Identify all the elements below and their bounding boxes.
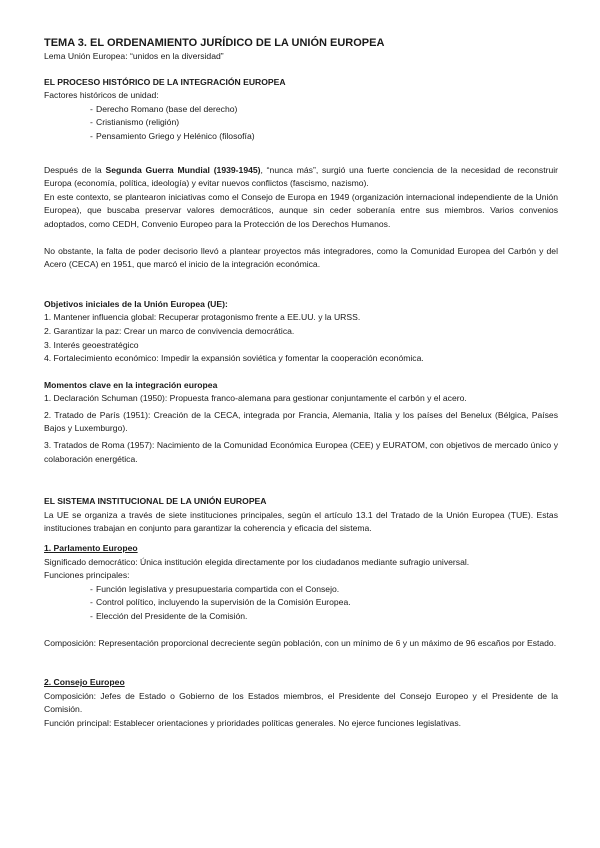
council-composition: Composición: Jefes de Estado o Gobierno de los Estados miembros, el Presidente del Consejo Europeo y el Presidente de la Comisión.: [44, 690, 558, 715]
council-heading: 2. Consejo Europeo: [44, 677, 125, 688]
objective-item: 1. Mantener influencia global: Recuperar protagonismo frente a EE.UU. y la URSS.: [44, 312, 361, 323]
paragraph-bold-text: Segunda Guerra Mundial (1939-1945): [105, 164, 261, 175]
paragraph-text: , “nunca más”, surgió una fuerte conciencia de la necesidad de reconstruir Europa (economía, política, ideología) y evitar nuevos conflictos (fascismo, nazismo).: [44, 164, 559, 189]
factors-label: Factores históricos de unidad:: [44, 90, 159, 101]
objective-item: 4. Fortalecimiento económico: Impedir la expansión soviética y fomentar la cooperación económica.: [44, 353, 424, 364]
moment-item: 1. Declaración Schuman (1950): Propuesta franco-alemana para gestionar conjuntamente el carbón y el acero.: [44, 393, 467, 404]
council-function: Función principal: Establecer orientaciones y prioridades políticas generales. No ejerce funciones legislativas.: [44, 717, 462, 728]
factors-list: [44, 103, 558, 144]
parliament-composition: Composición: Representación proporcional decreciente según población, con un mínimo de 6 y un máximo de 96 escaños por Estado.: [44, 637, 557, 648]
moment-item: 2. Tratado de París (1951): Creación de la CECA, integrada por Francia, Alemania, Italia y los países del Benelux (Bélgica, Países Bajos y Luxemburgo).: [44, 409, 558, 434]
section-heading-institutions: EL SISTEMA INSTITUCIONAL DE LA UNIÓN EUROPEA: [44, 496, 267, 507]
institutions-intro: La UE se organiza a través de siete instituciones principales, según el artículo 13.1 del Tratado de la Unión Europea (TUE). Estas instituciones trabajan en conjunto para garantizar la coherencia y eficacia del sistema.: [44, 509, 558, 534]
objective-item: 2. Garantizar la paz: Crear un marco de convivencia democrática.: [44, 325, 295, 336]
motto-line: Lema Unión Europea: “unidos en la diversidad”: [44, 51, 224, 61]
list-item: - Derecho Romano (base del derecho): [44, 103, 558, 117]
objective-item: 3. Interés geoestratégico: [44, 339, 139, 350]
paragraph-council-of-europe: En este contexto, se plantearon iniciativas como el Consejo de Europa en 1949 (organización internacional independiente de la Unión Europea), que buscaba preservar valores democráticos, aunque sin ceder soberanía entre sus miembros. Varios convenios adoptados, como CEDH, Convenio Europeo para la Protección de los Derechos Humanos.: [44, 191, 558, 229]
list-item: - Elección del Presidente de la Comisión.: [44, 610, 558, 624]
paragraph-postwar: [44, 164, 558, 191]
list-item: - Función legislativa y presupuestaria compartida con el Consejo.: [44, 583, 558, 597]
paragraph-text: Después de la: [44, 164, 106, 175]
document-page: [44, 36, 558, 731]
parliament-functions-list: [44, 583, 558, 624]
list-item: - Pensamiento Griego y Helénico (filosofía): [44, 130, 558, 144]
document-title: TEMA 3. EL ORDENAMIENTO JURÍDICO DE LA UNIÓN EUROPEA: [44, 37, 385, 49]
moments-heading: Momentos clave en la integración europea: [44, 379, 218, 390]
list-item: - Cristianismo (religión): [44, 116, 558, 130]
list-item: - Control político, incluyendo la supervisión de la Comisión Europea.: [44, 596, 558, 610]
objectives-heading: Objetivos iniciales de la Unión Europea (UE):: [44, 298, 228, 309]
moment-item: 3. Tratados de Roma (1957): Nacimiento de la Comunidad Económica Europea (CEE) y EURATOM, con objetivos de mercado único y colaboración energética.: [44, 440, 558, 464]
parliament-significance: Significado democrático: Única institución elegida directamente por los ciudadanos mediante sufragio universal.: [44, 556, 470, 567]
paragraph-ceca: No obstante, la falta de poder decisorio llevó a plantear proyectos más integradores, como la Comunidad Europea del Carbón y del Acero (CECA) en 1951, que marcó el inicio de la integración económica.: [44, 245, 558, 270]
section-heading-history: EL PROCESO HISTÓRICO DE LA INTEGRACIÓN EUROPEA: [44, 76, 286, 87]
parliament-heading: 1. Parlamento Europeo: [44, 543, 138, 554]
parliament-functions-label: Funciones principales:: [44, 570, 130, 581]
